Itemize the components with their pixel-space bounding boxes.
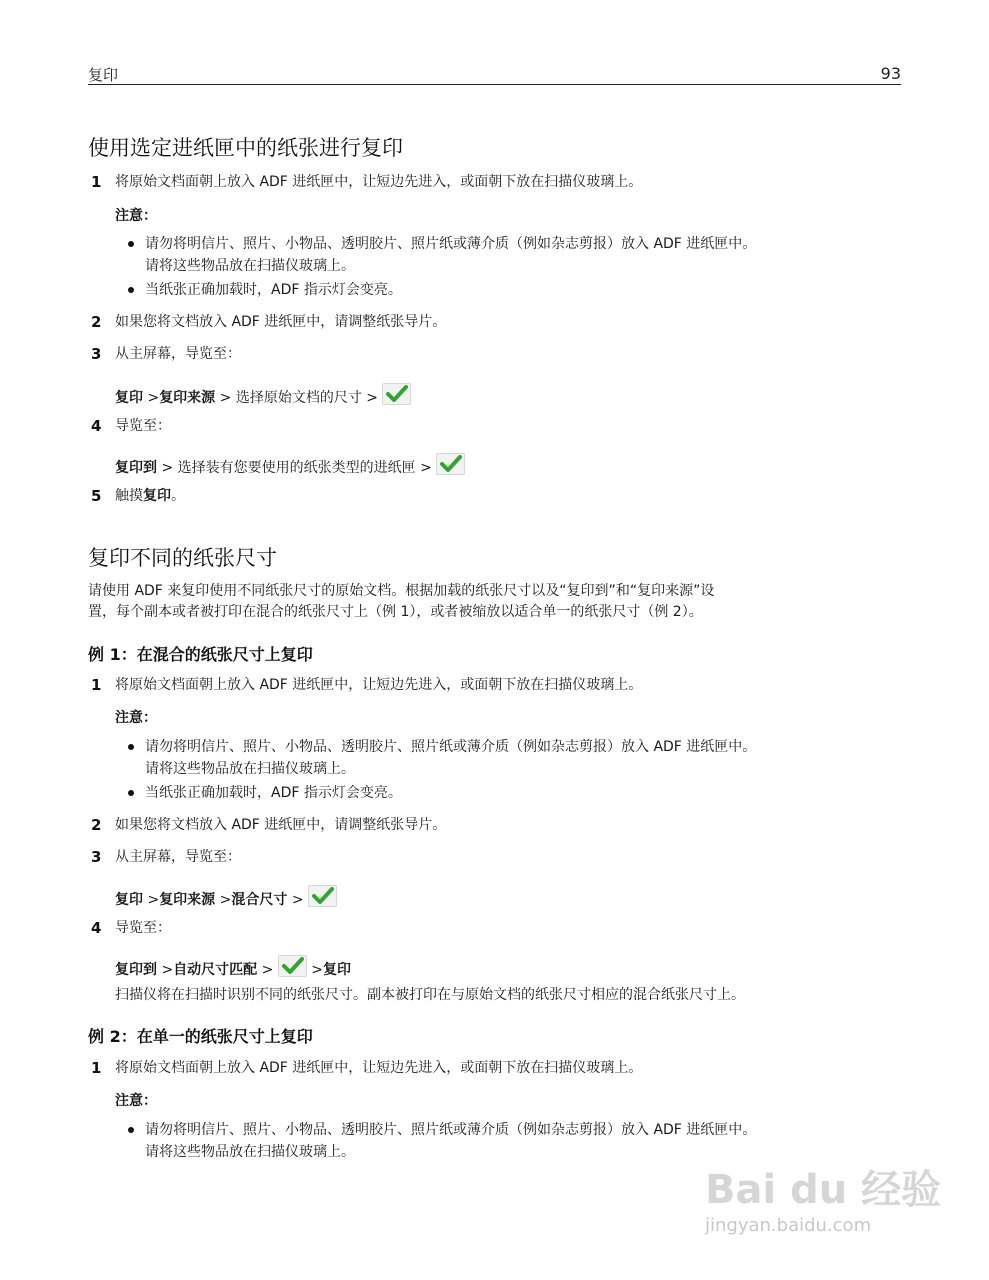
result-text: 扫描仪将在扫描时识别不同的纸张尺寸。副本被打印在与原始文档的纸张尺寸相应的混合纸张尺寸上。 — [115, 987, 745, 1003]
watermark-logo: Bai du 经验 — [705, 1167, 942, 1213]
header-rule — [88, 84, 901, 85]
step-text: 将原始文档面朝上放入 ADF 进纸匣中，让短边先进入，或面朝下放在扫描仪玻璃上。 — [115, 1060, 643, 1076]
path-text: > 选择装有您要使用的纸张类型的进纸匣 > — [157, 460, 432, 476]
step-number: 5 — [91, 487, 102, 505]
path-item-copy-from: 复印来源 — [159, 390, 216, 406]
intro-text: 请使用 ADF 来复印使用不同纸张尺寸的原始文档。根据加载的纸张尺寸以及“复印到”和“复印来源”设 — [88, 583, 715, 599]
step-number: 2 — [91, 313, 102, 331]
bullet — [128, 790, 134, 796]
path-text: > 选择原始文档的尺寸 > — [215, 390, 378, 406]
bullet — [128, 744, 134, 750]
step-number: 3 — [91, 848, 102, 866]
step-text: 导览至： — [115, 418, 171, 434]
bullet — [128, 1127, 134, 1133]
subsection-title: 例 2：在单一的纸张尺寸上复印 — [88, 1027, 313, 1046]
bullet-text: 当纸张正确加载时，ADF 指示灯会变亮。 — [145, 282, 402, 298]
note-label: 注意： — [115, 208, 157, 224]
note-label: 注意： — [115, 1093, 157, 1109]
running-header-section: 复印 — [88, 66, 119, 84]
step-number: 4 — [91, 417, 102, 435]
step-text: 如果您将文档放入 ADF 进纸匣中，请调整纸张导片。 — [115, 817, 447, 833]
bullet-text: 请勿将明信片、照片、小物品、透明胶片、照片纸或薄介质（例如杂志剪报）放入 ADF 进纸匣中。 — [145, 1122, 757, 1138]
navigation-path: 复印 >复印来源 > 选择原始文档的尺寸 > — [115, 383, 411, 409]
bullet-text-cont: 请将这些物品放在扫描仪玻璃上。 — [145, 761, 355, 777]
bullet-text: 当纸张正确加载时，ADF 指示灯会变亮。 — [145, 785, 402, 801]
bullet — [128, 241, 134, 247]
step-text: 导览至： — [115, 920, 171, 936]
step-number: 1 — [91, 173, 102, 191]
section-title: 使用选定进纸匣中的纸张进行复印 — [88, 136, 403, 160]
checkmark-icon — [278, 955, 307, 977]
step-text: 从主屏幕，导览至： — [115, 346, 241, 362]
bullet — [128, 287, 134, 293]
checkmark-icon — [436, 453, 465, 475]
path-item-copy: 复印 — [115, 390, 143, 406]
step-number: 3 — [91, 345, 102, 363]
step-text: 从主屏幕，导览至： — [115, 849, 241, 865]
step-text: 触摸复印。 — [115, 488, 185, 504]
step-number: 1 — [91, 676, 102, 694]
checkmark-icon — [308, 885, 337, 907]
step-text: 如果您将文档放入 ADF 进纸匣中，请调整纸张导片。 — [115, 314, 447, 330]
step-text: 将原始文档面朝上放入 ADF 进纸匣中，让短边先进入，或面朝下放在扫描仪玻璃上。 — [115, 174, 643, 190]
bullet-text-cont: 请将这些物品放在扫描仪玻璃上。 — [145, 258, 355, 274]
step-number: 4 — [91, 919, 102, 937]
step-number: 1 — [91, 1059, 102, 1077]
navigation-path — [115, 453, 465, 479]
step-text: 将原始文档面朝上放入 ADF 进纸匣中，让短边先进入，或面朝下放在扫描仪玻璃上。 — [115, 677, 643, 693]
note-label: 注意： — [115, 710, 157, 726]
navigation-path: 复印到 >自动尺寸匹配 > >复印 — [115, 955, 351, 981]
intro-text-cont: 置，每个副本或者被打印在混合的纸张尺寸上（例 1），或者被缩放以适合单一的纸张尺寸（例 2）。 — [88, 604, 703, 620]
bullet-text: 请勿将明信片、照片、小物品、透明胶片、照片纸或薄介质（例如杂志剪报）放入 ADF 进纸匣中。 — [145, 739, 757, 755]
path-item-copy-to: 复印到 — [115, 460, 157, 476]
step-number: 2 — [91, 816, 102, 834]
bullet-text-cont: 请将这些物品放在扫描仪玻璃上。 — [145, 1144, 355, 1160]
watermark-url: jingyan.baidu.com — [705, 1215, 872, 1236]
navigation-path: 复印 >复印来源 >混合尺寸 > — [115, 885, 337, 911]
section-title: 复印不同的纸张尺寸 — [88, 546, 277, 570]
subsection-title: 例 1：在混合的纸张尺寸上复印 — [88, 645, 313, 664]
page-number: 93 — [880, 64, 901, 83]
bullet-text: 请勿将明信片、照片、小物品、透明胶片、照片纸或薄介质（例如杂志剪报）放入 ADF 进纸匣中。 — [145, 236, 757, 252]
checkmark-icon — [382, 383, 411, 405]
